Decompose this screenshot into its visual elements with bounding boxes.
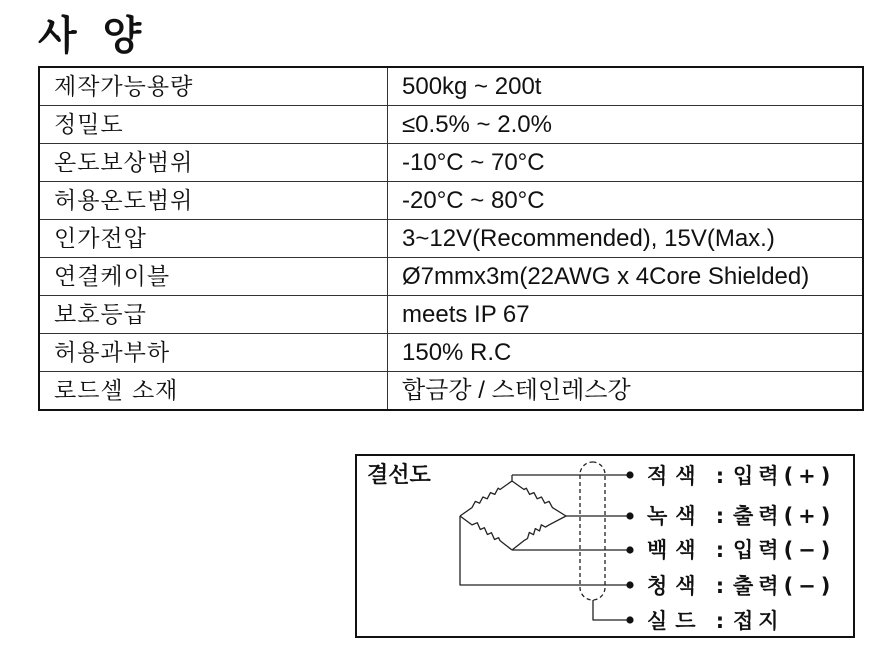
wire-color-label: 녹색 — [647, 504, 704, 528]
wire-shield — [593, 600, 630, 620]
table-row — [39, 144, 863, 182]
spec-value: -10°C ~ 70°C — [388, 144, 864, 182]
wiring-diagram — [355, 454, 855, 638]
spec-value: 150% R.C — [388, 334, 864, 372]
spec-label: 로드셀 소재 — [39, 372, 388, 411]
wire-color-label: 실드 — [647, 609, 704, 633]
spec-label: 연결케이블 — [39, 258, 388, 296]
separator: : — [715, 504, 725, 528]
spec-label: 허용온도범위 — [39, 182, 388, 220]
separator: : — [715, 538, 725, 562]
table-row — [39, 334, 863, 372]
table-row — [39, 182, 863, 220]
spec-label: 제작가능용량 — [39, 67, 388, 106]
spec-table — [38, 66, 864, 411]
spec-label: 보호등급 — [39, 296, 388, 334]
resistor-bottom-right — [512, 516, 566, 550]
wiring-item — [647, 463, 835, 489]
spec-value: 합금강 / 스테인레스강 — [388, 372, 864, 411]
wire-color-label: 백색 — [647, 538, 704, 562]
table-row — [39, 67, 863, 106]
table-row — [39, 220, 863, 258]
table-row — [39, 106, 863, 144]
wiring-item — [647, 608, 784, 634]
separator: : — [715, 464, 725, 488]
wire-color-label: 적색 — [647, 464, 704, 488]
resistor-top-right — [512, 481, 566, 516]
spec-value: ≤0.5% ~ 2.0% — [388, 106, 864, 144]
wire-color-label: 청색 — [647, 574, 704, 598]
separator: : — [715, 609, 725, 633]
spec-label: 인가전압 — [39, 220, 388, 258]
page-title: 사 양 — [38, 13, 148, 59]
spec-label: 온도보상범위 — [39, 144, 388, 182]
wire-function-label: 출력(−) — [733, 574, 836, 598]
spec-value: 500kg ~ 200t — [388, 67, 864, 106]
wire-function-label: 입력(+) — [733, 464, 836, 488]
terminal-dot-icon — [626, 471, 633, 623]
wiring-item — [647, 537, 835, 563]
spec-value: Ø7mmx3m(22AWG x 4Core Shielded) — [388, 258, 864, 296]
wiring-item — [647, 573, 835, 599]
cable-shield — [580, 462, 605, 600]
spec-value: -20°C ~ 80°C — [388, 182, 864, 220]
table-row — [39, 372, 863, 411]
resistor-bottom-left — [460, 516, 512, 550]
separator: : — [715, 574, 725, 598]
resistor-top-left — [460, 481, 512, 516]
wiring-item — [647, 503, 835, 529]
wire-function-label: 입력(−) — [733, 538, 836, 562]
table-row — [39, 258, 863, 296]
wire-function-label: 접지 — [733, 609, 784, 633]
spec-label: 허용과부하 — [39, 334, 388, 372]
wire-function-label: 출력(+) — [733, 504, 836, 528]
spec-label: 정밀도 — [39, 106, 388, 144]
wiring-diagram-title: 결선도 — [367, 463, 431, 488]
table-row — [39, 296, 863, 334]
spec-value: 3~12V(Recommended), 15V(Max.) — [388, 220, 864, 258]
spec-value: meets IP 67 — [388, 296, 864, 334]
